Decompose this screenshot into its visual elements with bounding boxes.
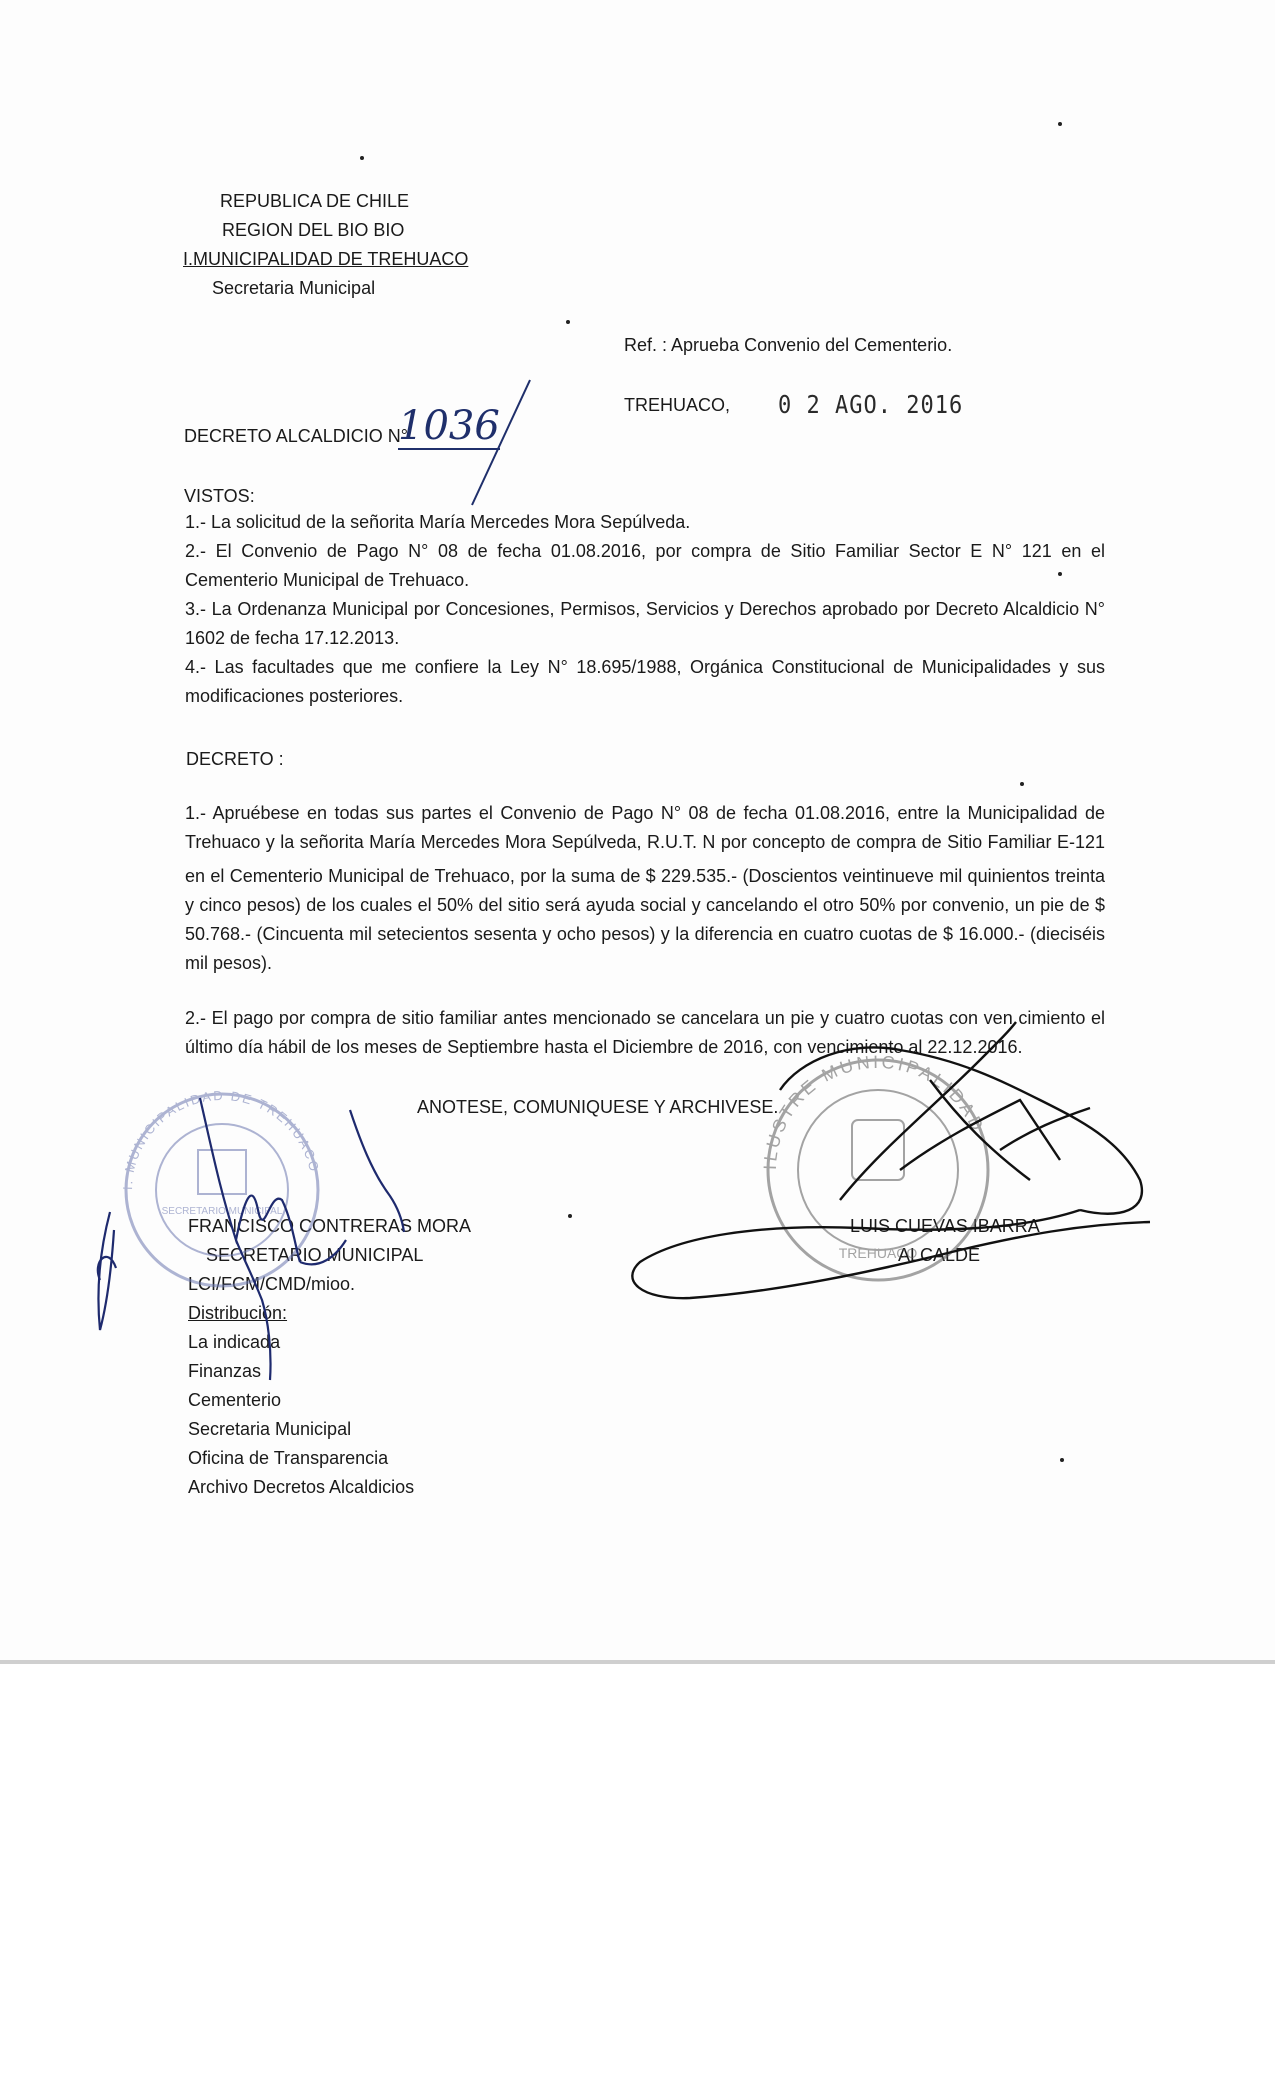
decreto-paragraph-2: 2.- El pago por compra de sitio familiar antes mencionado se cancelara un pie y cuatro cuotas con ven cimiento el último día hábil de los meses de Septiembre hasta el Diciembre de 2016, con vencimiento al 22.12.2016. <box>185 1008 1105 1057</box>
decree-label: DECRETO ALCALDICIO N° <box>184 426 408 446</box>
decreto-title: DECRETO : <box>186 749 284 769</box>
left-seal-inner-text: SECRETARIO MUNICIPAL <box>161 1206 283 1217</box>
vistos-item-2: 2.- El Convenio de Pago N° 08 de fecha 01.08.2016, por compra de Sitio Familiar Sector E N° 121 en el Cementerio Municipal de Trehuaco. <box>185 541 1105 590</box>
left-seal-emblem <box>198 1150 246 1194</box>
signer-left-title: SECRETARIO MUNICIPAL <box>206 1245 424 1265</box>
distribution-item: Finanzas <box>188 1361 262 1381</box>
decree-number-handwritten: 1036 <box>398 403 500 449</box>
signer-right-title: ALCALDE <box>898 1245 981 1265</box>
decreto-paragraph-1 <box>185 799 1105 978</box>
vistos-item-1: 1.- La solicitud de la señorita María Mercedes Mora Sepúlveda. <box>185 512 691 532</box>
scan-speck <box>1020 782 1024 786</box>
svg-text:I. MUNICIPALIDAD DE TREHUACO <box>120 1088 322 1190</box>
right-seal-inner-text: TREHUACO <box>838 1245 918 1261</box>
signer-left-name: FRANCISCO CONTRERAS MORA <box>188 1216 472 1236</box>
distribution-title: Distribución: <box>188 1303 288 1323</box>
distribution-item: Secretaria Municipal <box>188 1419 352 1439</box>
scan-speck <box>1060 1458 1064 1462</box>
left-seal-text: I. MUNICIPALIDAD DE TREHUACO <box>119 1087 323 1191</box>
decreto-p1-after: por concepto de compra de Sitio Familiar E-121 en el Cementerio Municipal de Trehuaco, por la suma de $ 229.535.- (Doscientos veintinueve mil quinientos treinta y cinco pesos) de los cuales el 50% del sitio será ayuda social y cancelando el otro 50% por convenio, un pie de $ 50.768.- (Cincuenta mil setecientos sesenta y ocho pesos) y la diferencia en cuatro cuotas de $ 16.000.- (dieciséis mil pesos). <box>185 832 1105 973</box>
vistos-item-4: 4.- Las facultades que me confiere la Ley N° 18.695/1988, Orgánica Constitucional de Municipalidades y sus modificaciones posteriores. <box>185 657 1105 706</box>
right-seal-emblem <box>852 1120 904 1180</box>
scan-speck <box>568 1214 572 1218</box>
header-municipality: I.MUNICIPALIDAD DE TREHUACO <box>183 249 469 269</box>
distribution-item: Oficina de Transparencia <box>188 1448 389 1468</box>
reference-line: Ref. : Aprueba Convenio del Cementerio. <box>624 335 953 355</box>
scan-speck <box>1058 122 1062 126</box>
mayor-signature <box>632 1022 1150 1298</box>
signer-right-name: LUIS CUEVAS IBARRA <box>850 1216 1040 1236</box>
header-department: Secretaria Municipal <box>212 278 376 298</box>
right-seal-text: ILUSTRE MUNICIPALIDAD <box>759 1051 989 1171</box>
initials-line: LCI/FCM/CMD/mioo. <box>188 1274 356 1294</box>
scan-speck <box>566 320 570 324</box>
header-republic: REPUBLICA DE CHILE <box>220 191 410 211</box>
svg-text:ILUSTRE MUNICIPALIDAD <box>760 1052 989 1170</box>
header-region: REGION DEL BIO BIO <box>222 220 405 240</box>
place-label: TREHUACO, <box>624 395 731 415</box>
distribution-item: Cementerio <box>188 1390 282 1410</box>
distribution-item: La indicada <box>188 1332 281 1352</box>
closing-formula: ANOTESE, COMUNIQUESE Y ARCHIVESE. <box>417 1097 779 1117</box>
vistos-title: VISTOS: <box>184 486 255 506</box>
date-stamp: 0 2 AGO. 2016 <box>778 391 964 420</box>
scan-speck <box>1058 572 1062 576</box>
distribution-item: Archivo Decretos Alcaldicios <box>188 1477 415 1497</box>
scan-speck <box>360 156 364 160</box>
vistos-item-3: 3.- La Ordenanza Municipal por Concesiones, Permisos, Servicios y Derechos aprobado por Decreto Alcaldicio N° 1602 de fecha 17.12.2013. <box>185 599 1105 648</box>
decreto-p1-before: 1.- Apruébese en todas sus partes el Convenio de Pago N° 08 de fecha 01.08.2016, entre la Municipalidad de Trehuaco y la señorita María Mercedes Mora Sepúlveda, R.U.T. N <box>185 803 1105 852</box>
